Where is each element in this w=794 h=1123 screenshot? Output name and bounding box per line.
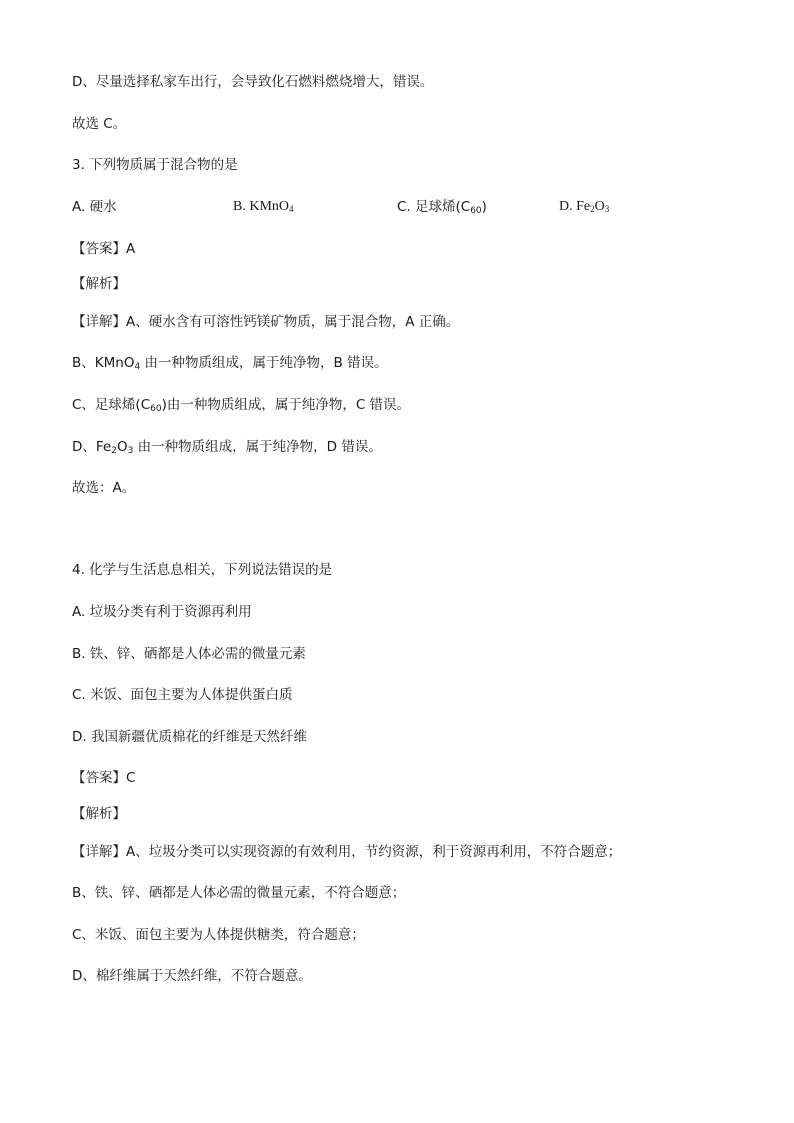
q3-answer: 【答案】A bbox=[72, 241, 136, 257]
q3-stem: 3. 下列物质属于混合物的是 bbox=[72, 157, 238, 173]
q4-detail-d: D、棉纤维属于天然纤维，不符合题意。 bbox=[72, 968, 312, 984]
q3-detail-a: 【详解】A、硬水含有可溶性钙镁矿物质，属于混合物，A 正确。 bbox=[72, 314, 460, 330]
q4-option-a: A. 垃圾分类有利于资源再利用 bbox=[72, 604, 252, 620]
q4-detail-b: B、铁、锌、硒都是人体必需的微量元素，不符合题意； bbox=[72, 885, 406, 901]
q3-detail-c: C、足球烯$(C_{60})$由一种物质组成，属于纯净物，C 错误。 bbox=[72, 397, 411, 414]
q4-option-b: B. 铁、锌、硒都是人体必需的微量元素 bbox=[72, 646, 306, 662]
q4-detail-a: 【详解】A、垃圾分类可以实现资源的有效利用，节约资源，利于资源再利用，不符合题意； bbox=[72, 844, 622, 860]
q4-answer: 【答案】C bbox=[72, 770, 136, 786]
q4-analysis-label: 【解析】 bbox=[72, 806, 126, 822]
q4-stem: 4. 化学与生活息息相关，下列说法错误的是 bbox=[72, 562, 333, 578]
prev-option-d-explanation: D、尽量选择私家车出行，会导致化石燃料燃烧增大，错误。 bbox=[72, 74, 434, 90]
q3-detail-b: B、KMnO$_4$ 由一种物质组成，属于纯净物，B 错误。 bbox=[72, 355, 388, 372]
q3-detail-d: D、$Fe_2O_3$ 由一种物质组成，属于纯净物，D 错误。 bbox=[72, 439, 382, 456]
q3-option-a: A. 硬水 bbox=[72, 199, 117, 215]
q3-option-c: C. 足球烯$(C_{60})$ bbox=[397, 199, 487, 216]
q3-analysis-label: 【解析】 bbox=[72, 276, 126, 292]
q4-detail-c: C、米饭、面包主要为人体提供糖类，符合题意； bbox=[72, 927, 365, 943]
q3-option-d: D. $Fe_2O_3$ bbox=[559, 199, 610, 214]
q3-option-b: B. KMnO$_4$ bbox=[233, 199, 294, 214]
prev-choice: 故选 C。 bbox=[72, 116, 127, 132]
q4-option-d: D. 我国新疆优质棉花的纤维是天然纤维 bbox=[72, 729, 307, 745]
q3-choice: 故选：A。 bbox=[72, 480, 136, 496]
q4-option-c: C. 米饭、面包主要为人体提供蛋白质 bbox=[72, 687, 293, 703]
